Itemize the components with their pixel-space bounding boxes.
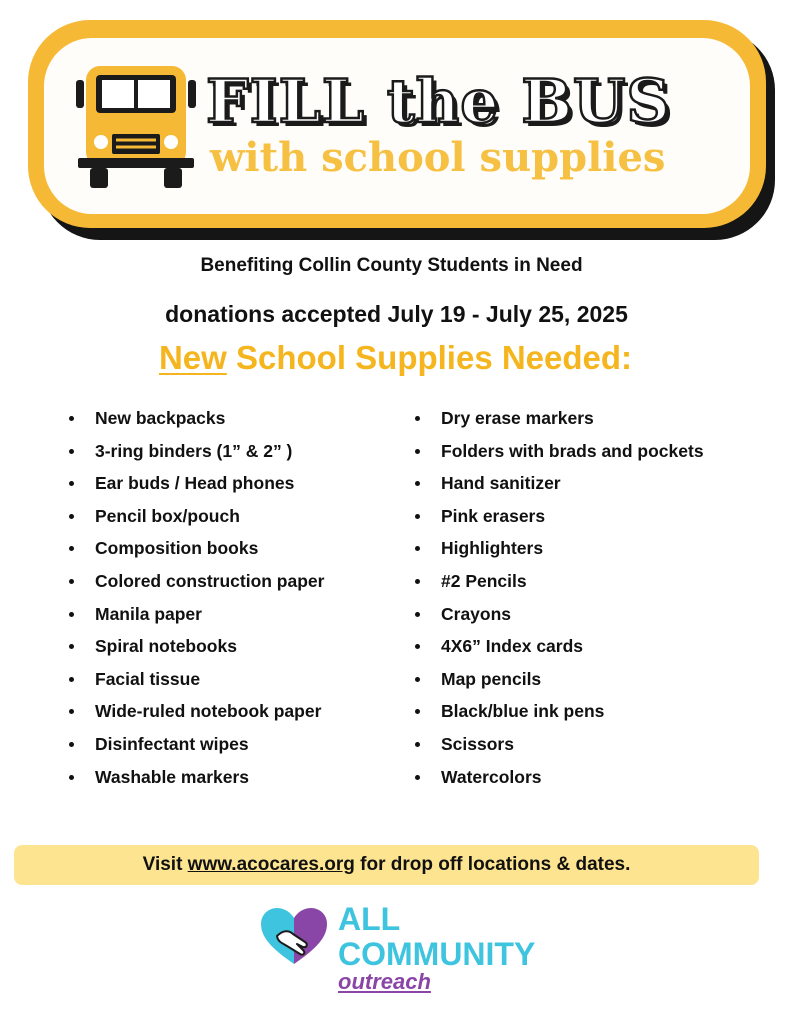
list-item: #2 Pencils <box>415 567 704 600</box>
heart-handshake-icon <box>259 906 329 966</box>
heading-rest: School Supplies Needed: <box>226 339 633 376</box>
heading-emphasis: New <box>158 339 227 376</box>
supplies-heading <box>0 339 791 377</box>
supplies-list-left <box>69 404 324 795</box>
list-item: Scissors <box>415 730 704 763</box>
list-item: Folders with brads and pockets <box>415 437 704 470</box>
list-item: Map pencils <box>415 665 704 698</box>
list-item: Disinfectant wipes <box>69 730 324 763</box>
list-item: Black/blue ink pens <box>415 697 704 730</box>
dates-line: donations accepted July 19 - July 25, 2025 <box>165 301 628 327</box>
list-item: Dry erase markers <box>415 404 704 437</box>
list-item: 3-ring binders (1” & 2” ) <box>69 437 324 470</box>
list-item: Colored construction paper <box>69 567 324 600</box>
benefit-line: Benefiting Collin County Students in Need <box>200 255 583 276</box>
banner-subtitle: with school supplies <box>210 134 666 181</box>
list-item: Pink erasers <box>415 502 704 535</box>
list-item: Crayons <box>415 600 704 633</box>
visit-banner <box>14 845 759 885</box>
list-item: Manila paper <box>69 600 324 633</box>
supplies-list-right <box>415 404 704 795</box>
list-item: Ear buds / Head phones <box>69 469 324 502</box>
list-item: Facial tissue <box>69 665 324 698</box>
logo-word-all: ALL <box>338 901 401 937</box>
list-item: New backpacks <box>69 404 324 437</box>
list-item: Washable markers <box>69 763 324 796</box>
list-item: Wide-ruled notebook paper <box>69 697 324 730</box>
list-item: Composition books <box>69 534 324 567</box>
visit-suffix: for drop off locations & dates. <box>354 854 631 875</box>
list-item: Hand sanitizer <box>415 469 704 502</box>
logo-word-community: COMMUNITY <box>338 936 536 972</box>
list-item: Highlighters <box>415 534 704 567</box>
list-item: 4X6” Index cards <box>415 632 704 665</box>
website-link[interactable]: www.acocares.org <box>187 854 355 875</box>
list-item: Pencil box/pouch <box>69 502 324 535</box>
list-item: Watercolors <box>415 763 704 796</box>
logo-word-outreach: outreach <box>338 969 431 994</box>
school-bus-icon <box>76 62 196 190</box>
visit-prefix: Visit <box>142 854 188 875</box>
banner-title: FILL the BUS <box>206 67 671 137</box>
list-item: Spiral notebooks <box>69 632 324 665</box>
